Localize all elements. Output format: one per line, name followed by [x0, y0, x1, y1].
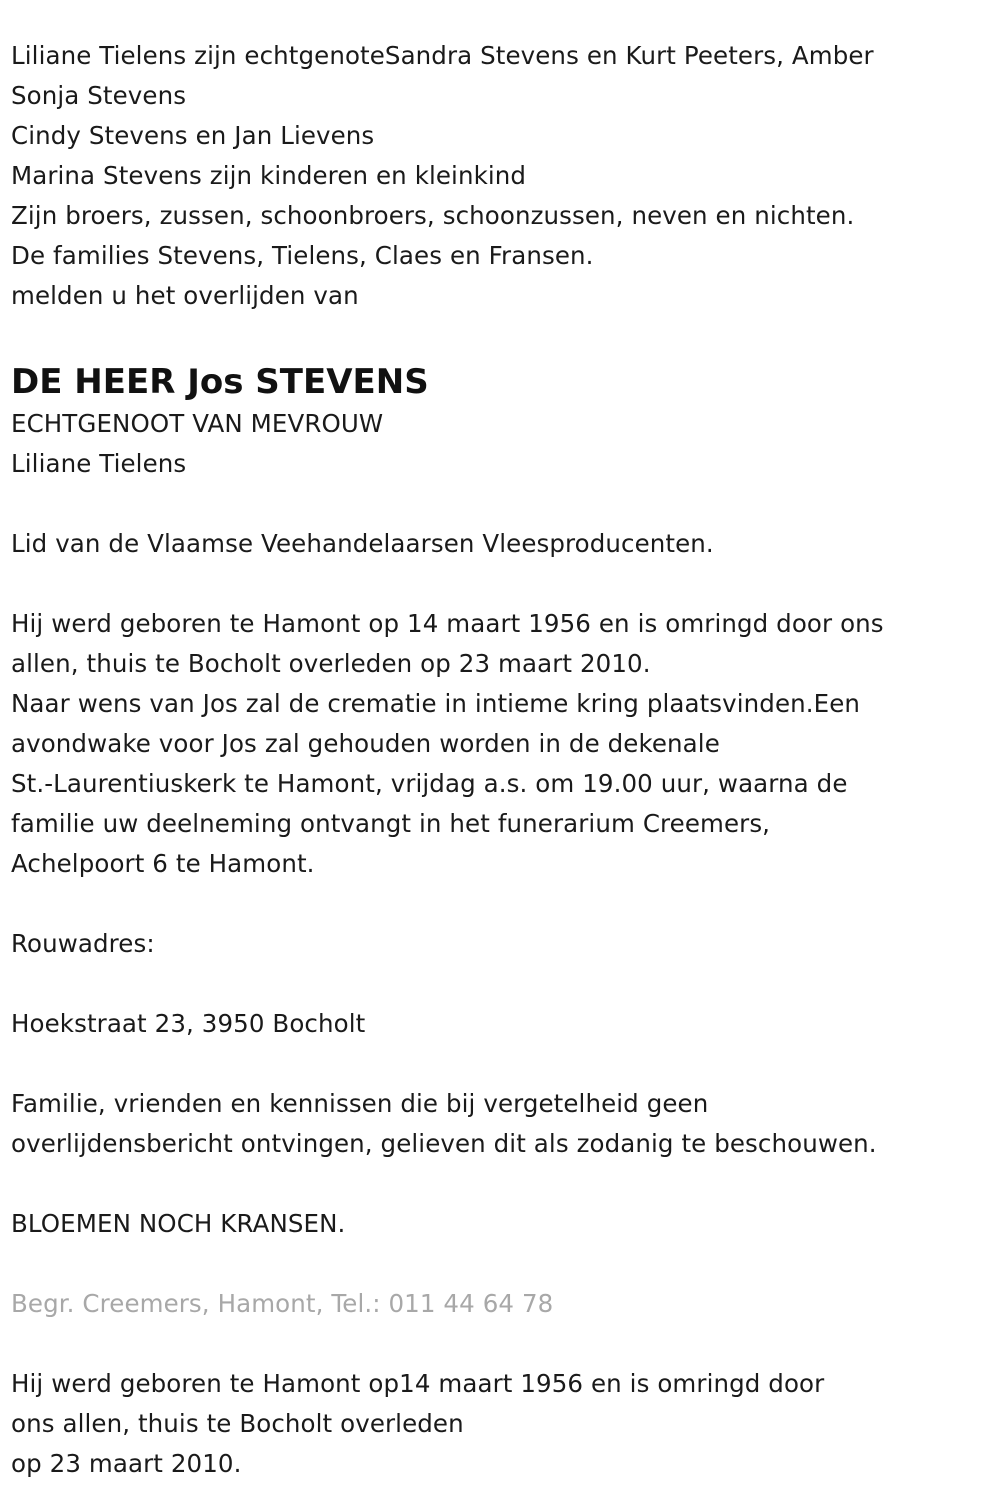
announcement-line: allen, thuis te Bocholt overleden op 23 maart 2010. — [11, 649, 651, 678]
spouse-label: ECHTGENOOT VAN MEVROUW — [11, 409, 384, 438]
spacer — [11, 564, 971, 604]
announcement-line: avondwake voor Jos zal gehouden worden in de dekenale — [11, 729, 720, 758]
mourning-address-label: Rouwadres: — [11, 929, 155, 958]
closing-block — [11, 1364, 971, 1484]
deceased-name: DE HEER Jos STEVENS — [11, 362, 429, 402]
family-block — [11, 36, 971, 316]
closing-line: op 23 maart 2010. — [11, 1449, 242, 1478]
announcement-line: St.-Laurentiuskerk te Hamont, vrijdag a.s. om 19.00 uur, waarna de — [11, 769, 848, 798]
closing-line: ons allen, thuis te Bocholt overleden — [11, 1409, 464, 1438]
family-line: Marina Stevens zijn kinderen en kleinkind — [11, 161, 527, 190]
spacer — [11, 1164, 971, 1204]
family-line: De families Stevens, Tielens, Claes en Fransen. — [11, 241, 594, 270]
announcement-line: familie uw deelneming ontvangt in het funerarium Creemers, — [11, 809, 771, 838]
announcement-line: Hij werd geboren te Hamont op 14 maart 1956 en is omringd door ons — [11, 609, 884, 638]
family-line: Zijn broers, zussen, schoonbroers, schoonzussen, neven en nichten. — [11, 201, 855, 230]
spouse-name: Liliane Tielens — [11, 449, 187, 478]
undertaker-contact: Begr. Creemers, Hamont, Tel.: 011 44 64 78 — [11, 1289, 554, 1318]
closing-line: Hij werd geboren te Hamont op14 maart 1956 en is omringd door — [11, 1369, 825, 1398]
spacer — [11, 1324, 971, 1364]
announcement-block — [11, 604, 971, 884]
spacer — [11, 884, 971, 924]
family-line: Sonja Stevens — [11, 81, 187, 110]
announcement-line: Achelpoort 6 te Hamont. — [11, 849, 315, 878]
spacer — [11, 484, 971, 524]
spacer — [11, 316, 971, 356]
notice-line: overlijdensbericht ontvingen, gelieven dit als zodanig te beschouwen. — [11, 1129, 877, 1158]
family-line: Liliane Tielens zijn echtgenoteSandra Stevens en Kurt Peeters, Amber — [11, 41, 874, 70]
spacer — [11, 1044, 971, 1084]
notice-block — [11, 1084, 971, 1164]
family-line: melden u het overlijden van — [11, 281, 359, 310]
flowers-note: BLOEMEN NOCH KRANSEN. — [11, 1209, 346, 1238]
spacer — [11, 1244, 971, 1284]
notice-line: Familie, vrienden en kennissen die bij vergetelheid geen — [11, 1089, 709, 1118]
family-line: Cindy Stevens en Jan Lievens — [11, 121, 375, 150]
deceased-block — [11, 358, 971, 484]
membership-text: Lid van de Vlaamse Veehandelaarsen Vleesproducenten. — [11, 529, 714, 558]
mourning-address: Hoekstraat 23, 3950 Bocholt — [11, 1009, 366, 1038]
announcement-line: Naar wens van Jos zal de crematie in intieme kring plaatsvinden.Een — [11, 689, 861, 718]
spacer — [11, 964, 971, 1004]
